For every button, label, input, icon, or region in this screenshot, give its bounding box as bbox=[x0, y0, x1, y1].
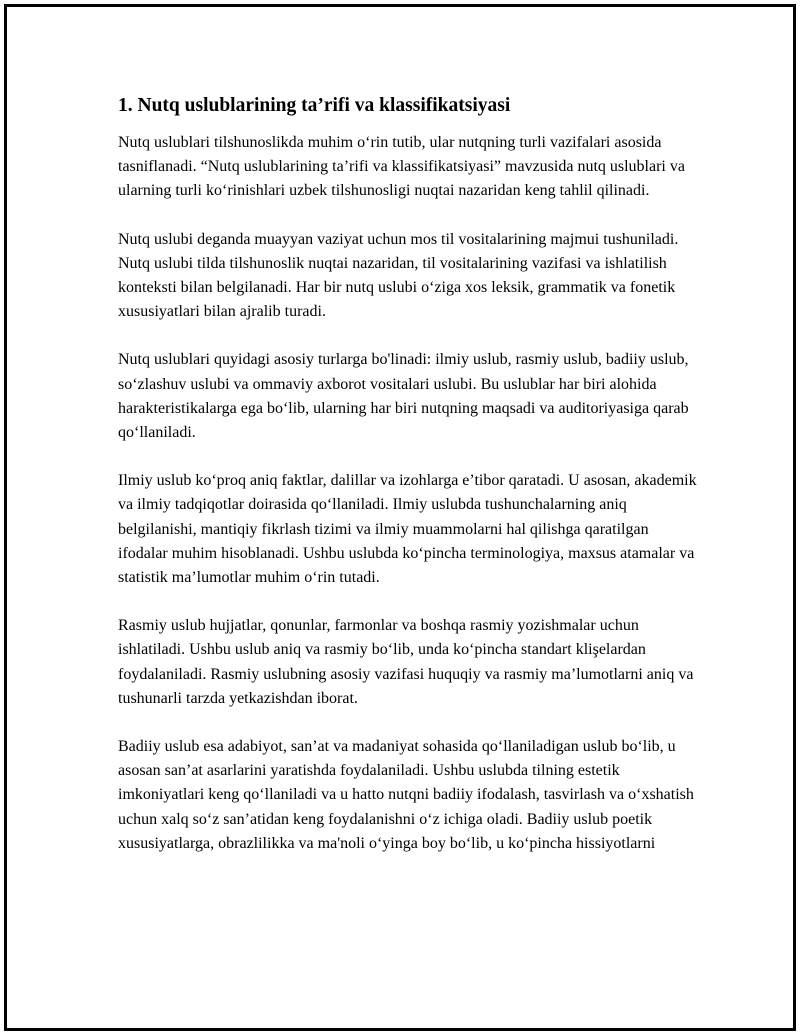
section-heading: 1. Nutq uslublarining ta’rifi va klassifikatsiyasi bbox=[118, 95, 511, 116]
paragraph-artistic-style: Badiiy uslub esa adabiyot, san’at va madaniyat sohasida qo‘llaniladigan uslub bo‘lib, u asosan san’at asarlarini yaratishda foydalaniladi. Ushbu uslubda tilning estetik imkoniyatlari keng qo‘llaniladi va u hatto nutqni badiiy ifodalash, tasvirlash va o‘xshatish uchun xalq so‘z san’atidan keng foydalanishni o‘z ichiga oladi. Badiiy uslub poetik xususiyatlarga, obrazlilikka va ma'noli o‘yinga boy bo‘lib, u ko‘pincha hissiyotlarni bbox=[118, 738, 694, 852]
document-body bbox=[118, 92, 698, 880]
paragraph-intro: Nutq uslublari tilshunoslikda muhim o‘rin tutib, ular nutqning turli vazifalari asosida tasniflanadi. “Nutq uslublarining ta’rifi va klassifikatsiyasi” mavzusida nutq uslublari va ularning turli ko‘rinishlari uzbek tilshunosligi nuqtai nazaridan keng tahlil qilinadi. bbox=[118, 134, 685, 200]
paragraph-definition: Nutq uslubi deganda muayyan vaziyat uchun mos til vositalarining majmui tushuniladi. Nutq uslubi tilda tilshunoslik nuqtai nazaridan, til vositalarining vazifasi va ishlatilish konteksti bilan belgilanadi. Har bir nutq uslubi o‘ziga xos leksik, grammatik va fonetik xususiyatlari bilan ajralib turadi. bbox=[118, 230, 679, 321]
paragraph-scientific-style: Ilmiy uslub ko‘proq aniq faktlar, dalillar va izohlarga e’tibor qaratadi. U asosan, akademik va ilmiy tadqiqotlar doirasida qo‘llaniladi. Ilmiy uslubda tushunchalarning aniq belgilanishi, mantiqiy fikrlash tizimi va ilmiy muammolarni hal qilishga qaratilgan ifodalar muhim hisoblanadi. Ushbu uslubda ko‘pincha terminologiya, maxsus atamalar va statistik ma’lumotlar muhim o‘rin tutadi. bbox=[118, 472, 697, 587]
paragraph-types: Nutq uslublari quyidagi asosiy turlarga bo'linadi: ilmiy uslub, rasmiy uslub, badiiy uslub, so‘zlashuv uslubi va ommaviy axborot vositalari uslubi. Bu uslublar har biri alohida harakteristikalarga ega bo‘lib, ularning har biri nutqning maqsadi va auditoriyasiga qarab qo‘llaniladi. bbox=[118, 351, 689, 442]
paragraph-official-style: Rasmiy uslub hujjatlar, qonunlar, farmonlar va boshqa rasmiy yozishmalar uchun ishlatiladi. Ushbu uslub aniq va rasmiy bo‘lib, unda ko‘pincha standart klişelardan foydalaniladi. Rasmiy uslubning asosiy vazifasi huquqiy va rasmiy ma’lumotlarni aniq va tushunarli tarzda yetkazishdan iborat. bbox=[118, 617, 694, 707]
